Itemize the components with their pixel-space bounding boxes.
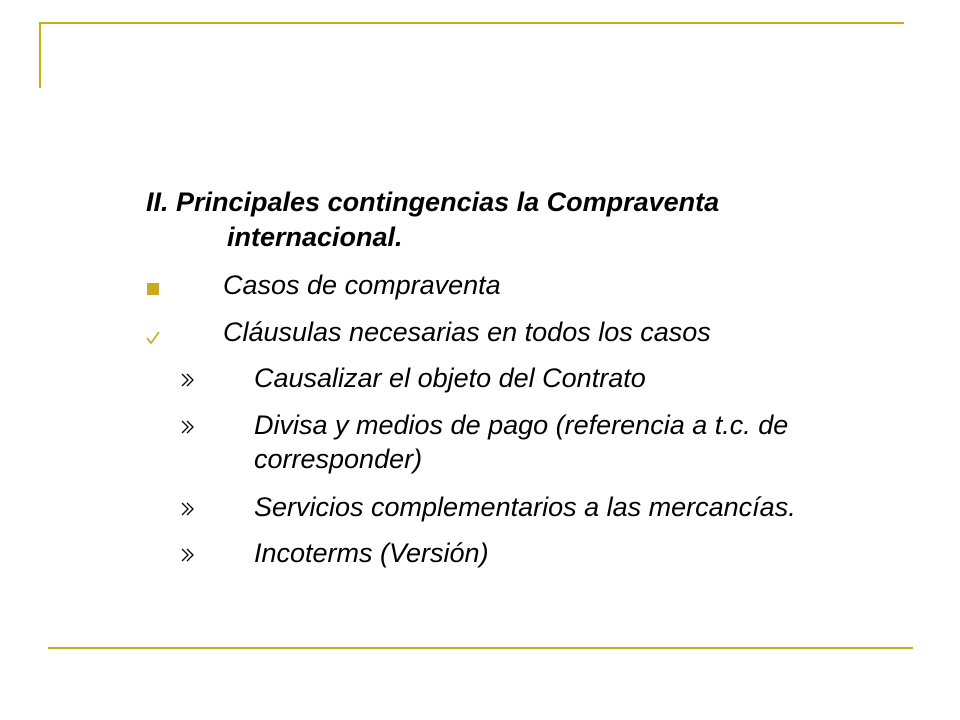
top-rule xyxy=(40,22,904,24)
heading-line-1: II. Principales contingencias la Compraventa xyxy=(146,187,720,217)
left-rule xyxy=(39,22,41,88)
list-item-incoterms: Incoterms (Versión) xyxy=(254,538,489,568)
list-item-causalizar: Causalizar el objeto del Contrato xyxy=(254,363,646,393)
list-item-divisa-continuation: corresponder) xyxy=(254,444,423,474)
arrow-bullet-icon xyxy=(181,420,195,434)
arrow-bullet-icon xyxy=(181,502,195,516)
arrow-bullet-icon xyxy=(181,548,195,562)
heading-line-2: internacional. xyxy=(227,222,403,252)
check-bullet-icon xyxy=(146,331,160,345)
square-bullet-icon xyxy=(147,283,159,295)
list-item-casos: Casos de compraventa xyxy=(223,270,501,300)
list-item-clausulas: Cláusulas necesarias en todos los casos xyxy=(223,317,711,347)
list-item-divisa: Divisa y medios de pago (referencia a t.c. de xyxy=(254,410,789,440)
bottom-rule xyxy=(48,647,913,649)
list-item-servicios: Servicios complementarios a las mercancías. xyxy=(254,492,796,522)
arrow-bullet-icon xyxy=(181,373,195,387)
